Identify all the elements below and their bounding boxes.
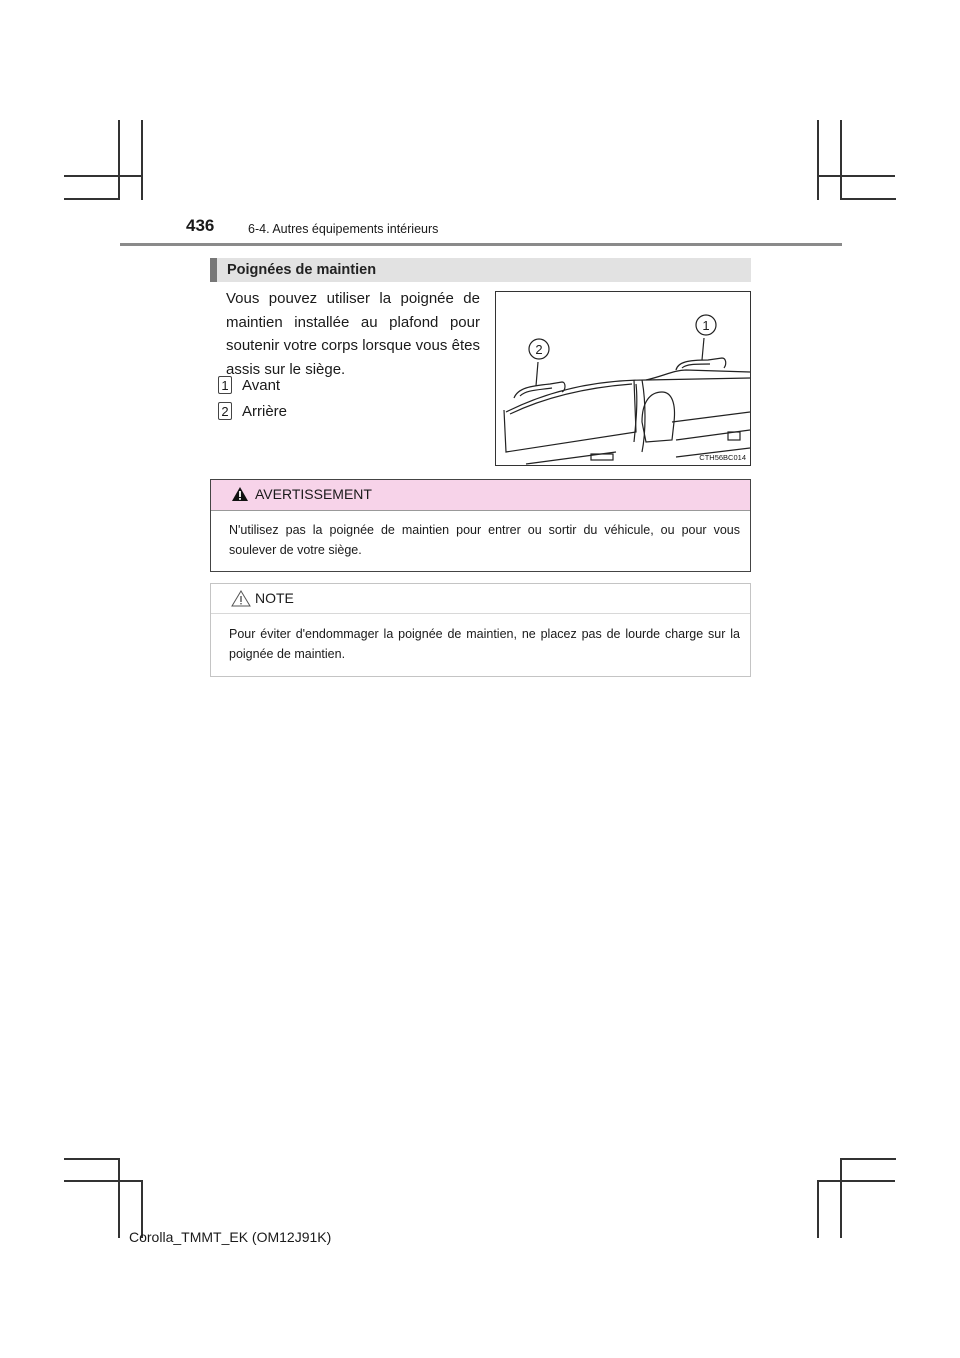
caution-triangle-icon (231, 590, 251, 607)
section-title: Poignées de maintien (227, 262, 377, 278)
section-body: Vous pouvez utiliser la poignée de maintien installée au plafond pour soutenir votre corps lorsque vous êtes assis sur le siège. (226, 290, 480, 378)
callout-1: 1 (702, 318, 710, 333)
note-text: Pour éviter d'endommager la poignée de maintien, ne placez pas de lourde charge sur la poignée de maintien. (229, 627, 740, 661)
warning-triangle-icon (231, 486, 249, 502)
figure-code: CTH56BC014 (699, 453, 746, 462)
warning-header (211, 480, 750, 511)
grab-handle-illustration (495, 291, 751, 466)
item-label: Avant (242, 376, 281, 394)
note-header (211, 584, 750, 614)
note-box (210, 583, 751, 677)
chapter-title: 6-4. Autres équipements intérieurs (248, 222, 439, 236)
callout-2: 2 (535, 342, 543, 357)
section-header (210, 258, 751, 282)
list-item (218, 376, 280, 394)
car-interior-drawing (496, 292, 750, 465)
warning-box (210, 479, 751, 572)
footer-document-id: Corolla_TMMT_EK (OM12J91K) (129, 1229, 332, 1245)
item-number-badge: 1 (218, 376, 232, 394)
list-item (218, 402, 287, 420)
page-number: 436 (186, 216, 215, 235)
item-label: Arrière (242, 402, 288, 420)
warning-title: AVERTISSEMENT (255, 486, 372, 502)
header-rule (120, 243, 842, 246)
warning-text: N'utilisez pas la poignée de maintien pour entrer ou sortir du véhicule, ou pour vous soulever de votre siège. (229, 523, 740, 557)
note-title: NOTE (255, 590, 294, 606)
item-number-badge: 2 (218, 402, 232, 420)
